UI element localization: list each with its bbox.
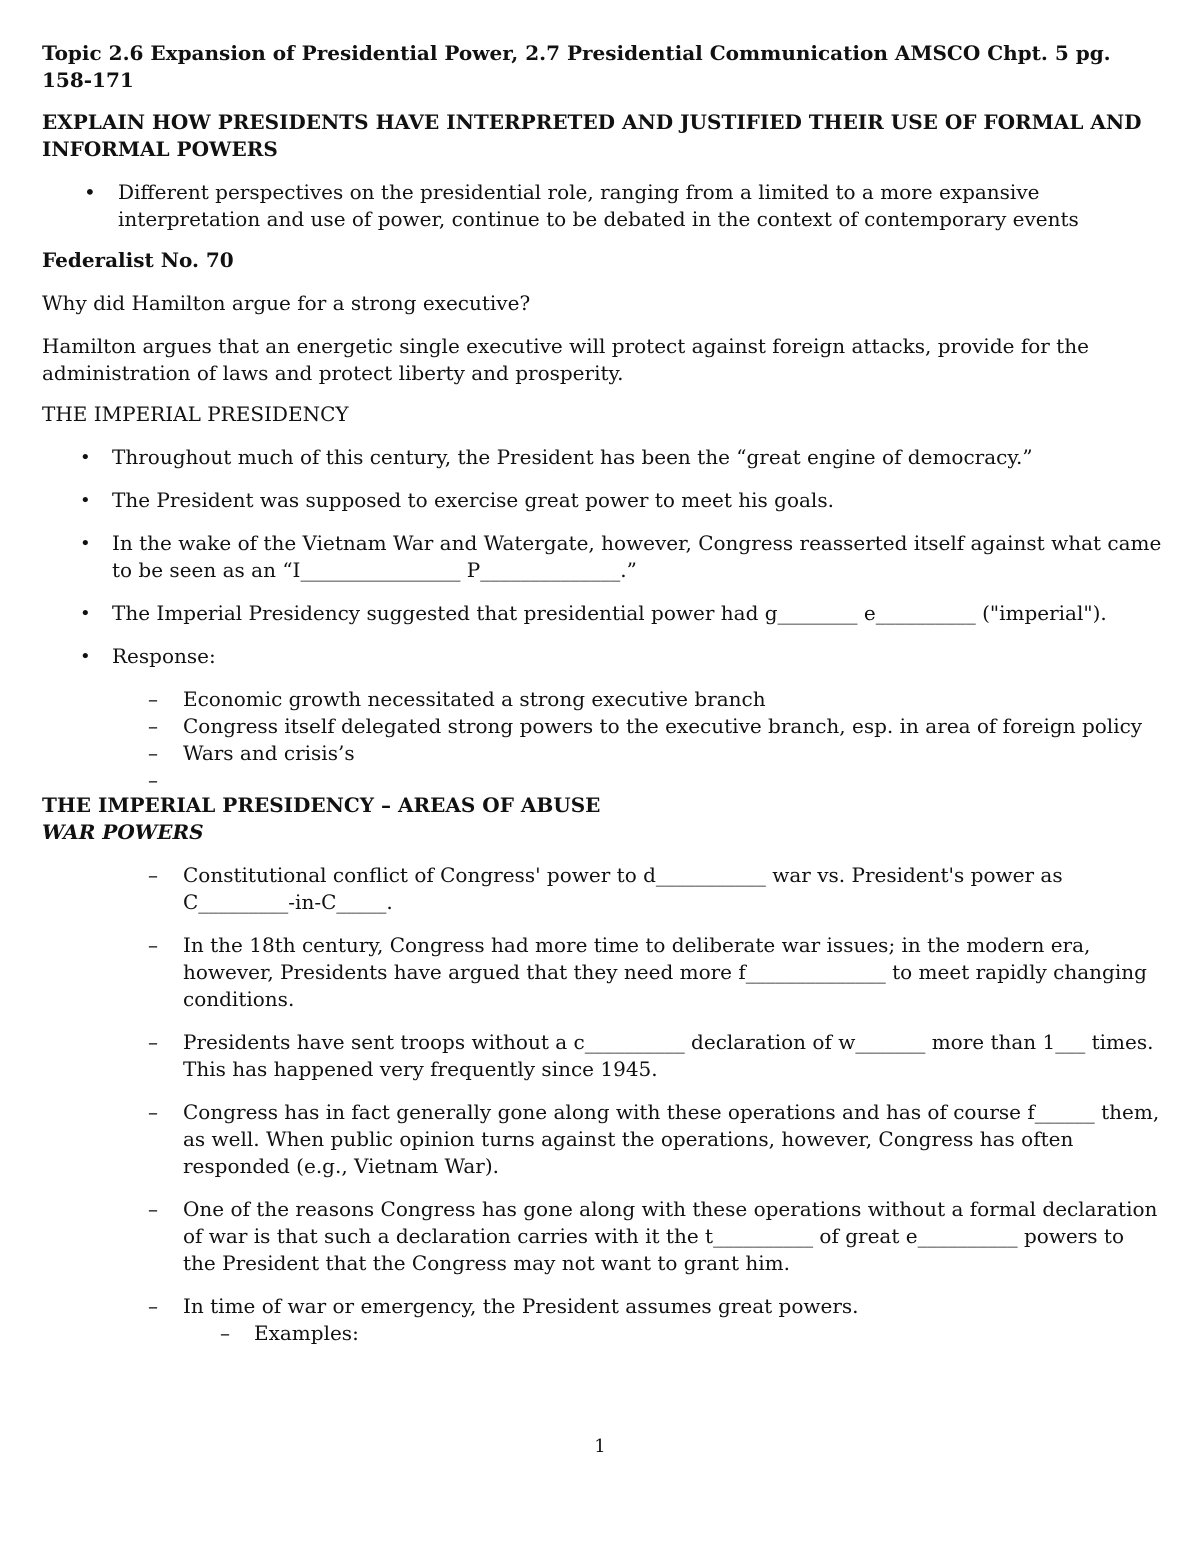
dash-icon: – bbox=[148, 741, 158, 765]
federalist-answer: Hamilton argues that an energetic single executive will protect against foreign attacks, provide for the administration of laws and protect liberty and prosperity. bbox=[42, 334, 1089, 385]
page-number: 1 bbox=[594, 1436, 606, 1457]
learning-objective-list bbox=[42, 179, 1162, 233]
bullet-icon: • bbox=[84, 180, 96, 204]
list-item-text: Congress itself delegated strong powers to the executive branch, esp. in area of foreign policy bbox=[183, 714, 1143, 738]
dash-icon: – bbox=[148, 1294, 158, 1318]
war-powers-list bbox=[42, 862, 1162, 1347]
list-item bbox=[42, 530, 1162, 584]
dash-icon: – bbox=[148, 1100, 158, 1124]
list-item-text: Congress has in fact generally gone along with these operations and has of course f______ them, as well. When public opinion turns against the operations, however, Congress has often responded (e.g., Vietnam War). bbox=[183, 1100, 1160, 1178]
list-item bbox=[42, 643, 1162, 670]
list-item-text: In the 18th century, Congress had more time to deliberate war issues; in the modern era, however, Presidents have argued that they need more f______________ to meet rapidly changing conditions. bbox=[183, 933, 1147, 1011]
learning-objective-heading: EXPLAIN HOW PRESIDENTS HAVE INTERPRETED AND JUSTIFIED THEIR USE OF FORMAL AND INFORMAL POWERS bbox=[42, 110, 1142, 161]
bullet-icon: • bbox=[80, 447, 91, 468]
list-item bbox=[42, 600, 1162, 627]
list-item-text: The Imperial Presidency suggested that presidential power had g________ e__________ ("imperial"). bbox=[112, 601, 1107, 625]
list-item-text: Throughout much of this century, the President has been the “great engine of democracy.” bbox=[112, 445, 1033, 469]
dash-icon: – bbox=[220, 1321, 230, 1345]
document-page bbox=[42, 40, 1162, 1347]
dash-icon: – bbox=[148, 1197, 158, 1221]
dash-icon: – bbox=[148, 933, 158, 957]
dash-icon: – bbox=[148, 863, 158, 887]
list-item-text: In the wake of the Vietnam War and Watergate, however, Congress reasserted itself against what came to be seen as an “I________________ P______________.” bbox=[112, 531, 1162, 582]
dash-icon: – bbox=[148, 714, 158, 738]
list-item bbox=[42, 1099, 1162, 1180]
war-powers-subheading: WAR POWERS bbox=[42, 820, 204, 844]
list-item bbox=[42, 1320, 1162, 1347]
list-item-text: The President was supposed to exercise great power to meet his goals. bbox=[112, 488, 834, 512]
bullet-icon: • bbox=[80, 533, 91, 554]
imperial-presidency-heading: THE IMPERIAL PRESIDENCY bbox=[42, 402, 349, 426]
list-item-text: Different perspectives on the presidential role, ranging from a limited to a more expansive interpretation and use of power, continue to be debated in the context of contemporary events bbox=[118, 180, 1079, 231]
list-item-text: Economic growth necessitated a strong executive branch bbox=[183, 687, 766, 711]
dash-icon: – bbox=[148, 768, 158, 792]
list-item bbox=[42, 1293, 1162, 1320]
dash-icon: – bbox=[148, 687, 158, 711]
list-item-text: Constitutional conflict of Congress' power to d___________ war vs. President's power as C_________-in-C_____. bbox=[183, 863, 1063, 914]
response-list bbox=[42, 686, 1162, 792]
dash-icon: – bbox=[148, 1030, 158, 1054]
list-item bbox=[42, 179, 1162, 233]
list-item-text: Wars and crisis’s bbox=[183, 741, 355, 765]
list-item-text: One of the reasons Congress has gone along with these operations without a formal declaration of war is that such a declaration carries with it the t__________ of great e__________ powers to the President that the Congress may not want to grant him. bbox=[183, 1197, 1158, 1275]
list-item bbox=[42, 767, 1162, 792]
list-item-text: Presidents have sent troops without a c__________ declaration of w_______ more than 1___ times. This has happened very frequently since 1945. bbox=[183, 1030, 1154, 1081]
list-item bbox=[42, 487, 1162, 514]
list-item-text: In time of war or emergency, the President assumes great powers. bbox=[183, 1294, 859, 1318]
bullet-icon: • bbox=[80, 490, 91, 511]
list-item bbox=[42, 740, 1162, 767]
federalist-question: Why did Hamilton argue for a strong executive? bbox=[42, 291, 531, 315]
list-item bbox=[42, 1196, 1162, 1277]
bullet-icon: • bbox=[80, 603, 91, 624]
list-item bbox=[42, 1029, 1162, 1083]
imperial-presidency-list bbox=[42, 444, 1162, 670]
page-title: Topic 2.6 Expansion of Presidential Power, 2.7 Presidential Communication AMSCO Chpt. 5 pg. 158-171 bbox=[42, 41, 1111, 92]
bullet-icon: • bbox=[80, 646, 91, 667]
list-item bbox=[42, 862, 1162, 916]
federalist-heading: Federalist No. 70 bbox=[42, 248, 234, 272]
list-item bbox=[42, 686, 1162, 713]
list-item bbox=[42, 713, 1162, 740]
list-item-text: Examples: bbox=[254, 1321, 359, 1345]
list-item bbox=[42, 932, 1162, 1013]
list-item bbox=[42, 444, 1162, 471]
list-item-text: Response: bbox=[112, 644, 216, 668]
areas-of-abuse-heading: THE IMPERIAL PRESIDENCY – AREAS OF ABUSE bbox=[42, 793, 601, 817]
